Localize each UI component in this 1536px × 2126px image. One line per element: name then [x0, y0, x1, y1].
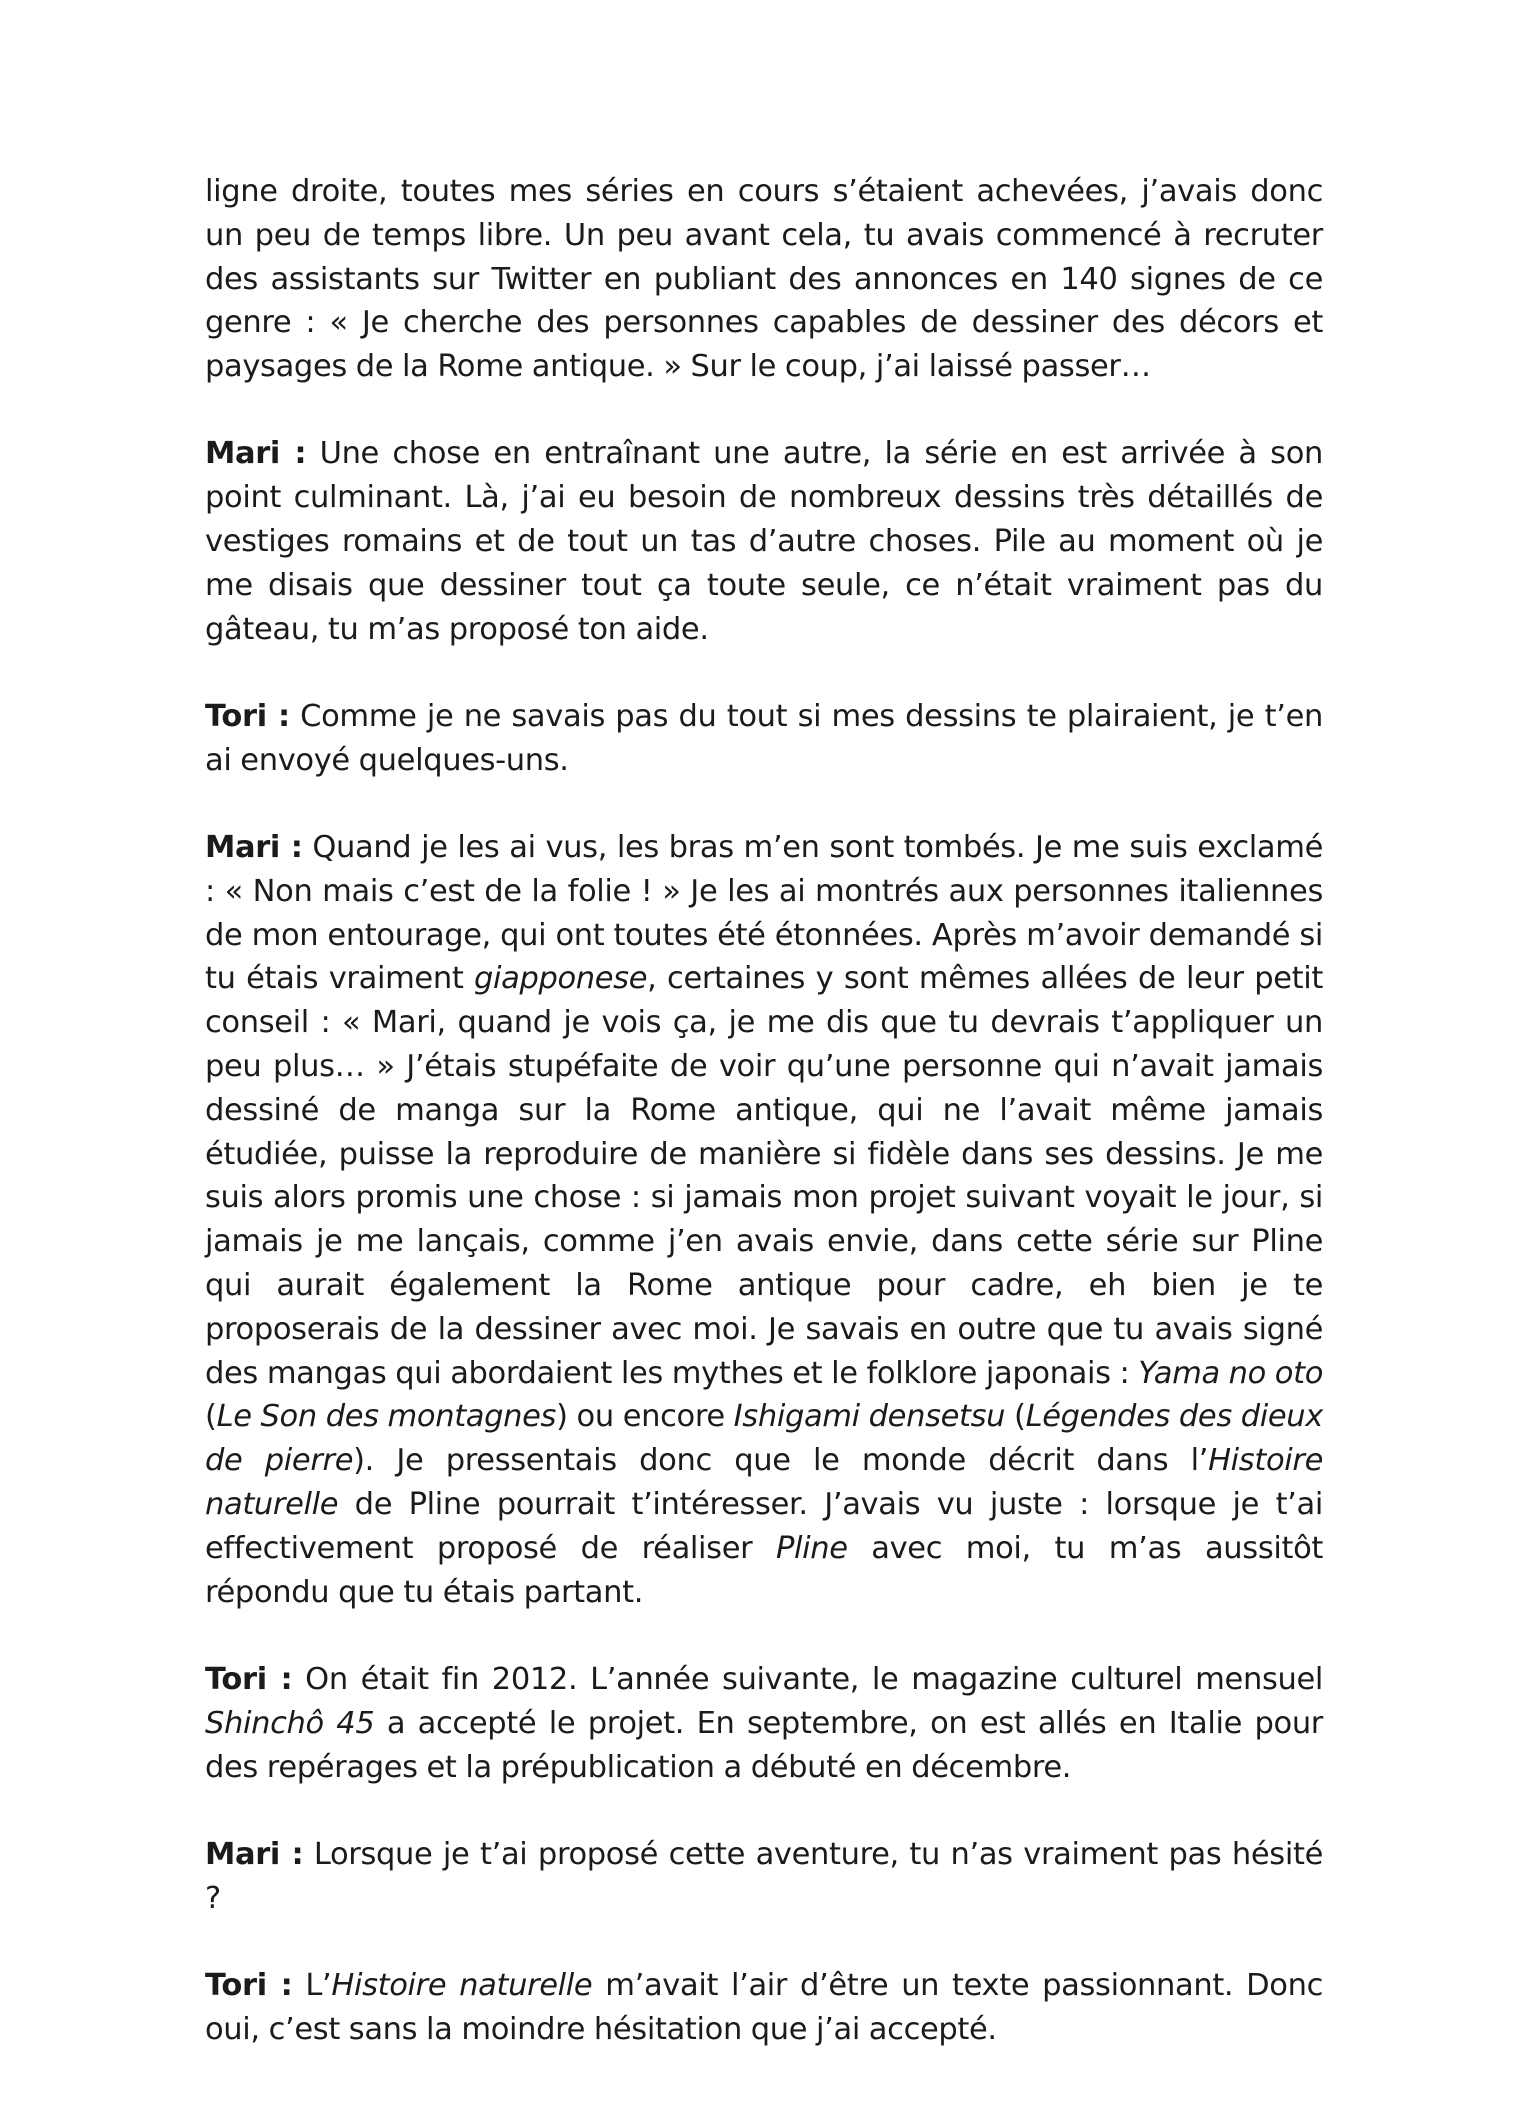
text-run: Lorsque je t’ai proposé cette aventure, tu n’as vraiment pas hésité ? — [205, 1836, 1323, 1916]
text-run: a accepté le projet. En septembre, on est allés en Italie pour des repérages et la prépublication a débuté en décembre. — [205, 1705, 1323, 1785]
text-run: ligne droite, toutes mes séries en cours s’étaient achevées, j’avais donc un peu de temps libre. Un peu avant cela, tu avais commencé à recruter des assistants sur Twitter en publiant des annonces en 140 signes de ce genre : « Je cherche des personnes capables de dessiner des décors et paysages de la Rome antique. » Sur le coup, j’ai laissé passer… — [205, 174, 1323, 385]
paragraph-gap — [205, 783, 1323, 827]
speaker-label: Tori : — [205, 698, 290, 734]
text-run: m’avait l’air d’être un texte passionnant. Donc oui, c’est sans la moindre hésitation que j’ai accepté. — [205, 1967, 1324, 2047]
text-run: ). Je pressentais donc que le monde décrit dans l’ — [353, 1443, 1209, 1479]
italic-title: Yama no oto — [1138, 1355, 1324, 1391]
text-run: Comme je ne savais pas du tout si mes dessins te plairaient, je t’en ai envoyé quelques-uns. — [205, 698, 1323, 778]
italic-title: Ishigami densetsu — [733, 1399, 1006, 1435]
paragraph — [205, 432, 1323, 651]
text-run: ) ou encore — [556, 1399, 734, 1435]
paragraph-gap — [205, 389, 1323, 433]
paragraph — [205, 1658, 1323, 1789]
speaker-label: Tori : — [205, 1661, 293, 1697]
text-run: ( — [1005, 1399, 1026, 1435]
italic-title: Le Son des montagnes — [216, 1399, 557, 1435]
italic-title: Shinchô 45 — [205, 1705, 375, 1741]
italic-title: Histoire naturelle — [331, 1967, 593, 2003]
speaker-label: Mari : — [205, 1836, 304, 1872]
text-run: ( — [205, 1399, 217, 1435]
italic-title: Légendes des dieux de pierre — [205, 1399, 1323, 1479]
paragraph-gap — [205, 651, 1323, 695]
paragraph — [205, 170, 1323, 389]
text-run: , certaines y sont mêmes allées de leur petit conseil : « Mari, quand je vois ça, je me dis que tu devrais t’appliquer un peu plus… » J’étais stupéfaite de voir qu’une personne qui n’avait jamais dessiné de manga sur la Rome antique, qui ne l’avait même jamais étudiée, puisse la reproduire de manière si fidèle dans ses dessins. Je me suis alors promis une chose : si jamais mon projet suivant voyait le jour, si jamais je me lançais, comme j’en avais envie, dans cette série sur Pline qui aurait également la Rome antique pour cadre, eh bien je te proposerais de la dessiner avec moi. Je savais en outre que tu avais signé des mangas qui abordaient les mythes et le folklore japonais : — [205, 961, 1323, 1391]
text-run: de Pline pourrait t’intéresser. J’avais vu juste : lorsque je t’ai effectivement proposé de réaliser — [205, 1487, 1323, 1566]
italic-title: Histoire naturelle — [205, 1443, 1323, 1523]
speaker-label: Mari : — [205, 830, 303, 866]
text-run: avec moi, tu m’as aussitôt répondu que tu étais partant. — [205, 1530, 1324, 1610]
paragraph-gap — [205, 1614, 1323, 1658]
paragraph — [205, 826, 1323, 1614]
text-run: On était fin 2012. L’année suivante, le magazine culturel mensuel — [292, 1661, 1323, 1697]
text-run: Quand je les ai vus, les bras m’en sont tombés. Je me suis exclamé : « Non mais c’est de la folie ! » Je les ai montrés aux personnes italiennes de mon entourage, qui ont toutes été étonnées. Après m’avoir demandé si tu étais vraiment — [205, 830, 1323, 997]
italic-title: giapponese — [473, 961, 648, 997]
speaker-label: Mari : — [205, 436, 307, 472]
paragraph — [205, 1964, 1323, 2052]
speaker-label: Tori : — [205, 1967, 293, 2003]
text-run: Une chose en entraînant une autre, la série en est arrivée à son point culminant. Là, j’ai eu besoin de nombreux dessins très détaillés de vestiges romains et de tout un tas d’autre choses. Pile au moment où je me disais que dessiner tout ça toute seule, ce n’était vraiment pas du gâteau, tu m’as proposé ton aide. — [205, 436, 1323, 647]
paragraph — [205, 695, 1323, 783]
page-text — [205, 170, 1323, 2051]
paragraph-gap — [205, 1920, 1323, 1964]
text-run: L’ — [292, 1967, 332, 2003]
paragraph-gap — [205, 1789, 1323, 1833]
paragraph — [205, 1833, 1323, 1921]
italic-title: Pline — [775, 1530, 848, 1566]
